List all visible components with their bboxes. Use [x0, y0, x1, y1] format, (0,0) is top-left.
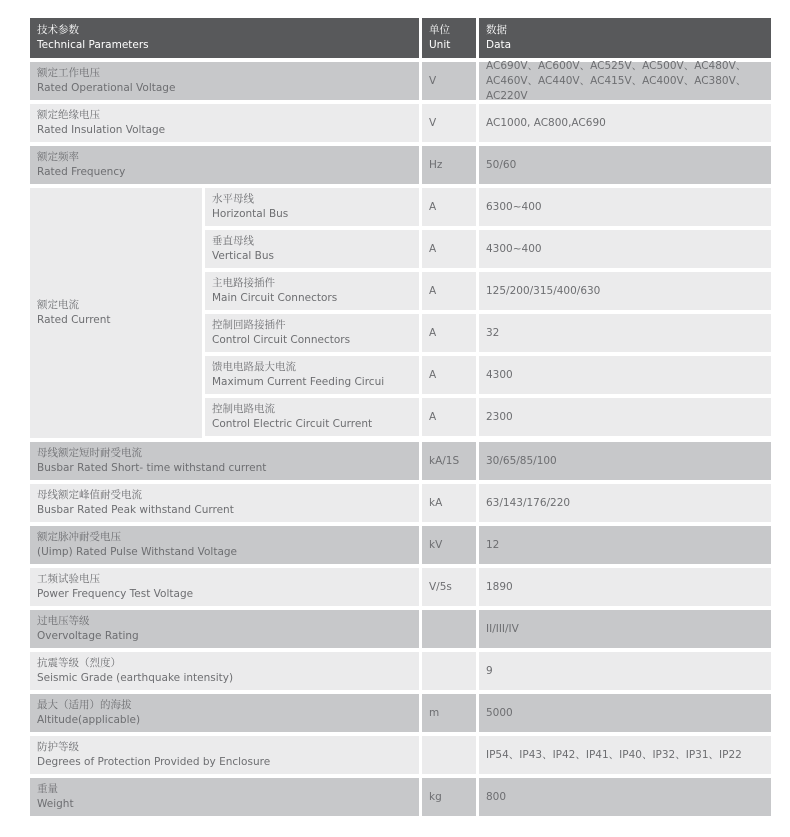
param-en: Rated Frequency [37, 166, 126, 178]
unit-cell: A [422, 230, 476, 268]
param-zh: 馈电电路最大电流 [212, 361, 296, 373]
unit-cell: m [422, 694, 476, 732]
data-cell: 50/60 [479, 146, 771, 184]
header-data [479, 18, 771, 58]
param-zh: 过电压等级 [37, 615, 90, 627]
param-cell [30, 62, 419, 100]
unit-cell: kV [422, 526, 476, 564]
data-cell: 4300~400 [479, 230, 771, 268]
table-row [30, 104, 771, 142]
unit-cell: A [422, 272, 476, 310]
param-cell [30, 652, 419, 690]
table-row [30, 652, 771, 690]
unit-cell: A [422, 314, 476, 352]
header-param-en: Technical Parameters [37, 39, 149, 51]
param-cell [30, 568, 419, 606]
param-en: Horizontal Bus [212, 208, 289, 220]
data-cell: 5000 [479, 694, 771, 732]
param-zh: 工频试验电压 [37, 573, 100, 585]
table-row [30, 442, 771, 480]
rated-current-en: Rated Current [37, 314, 111, 326]
unit-cell: A [422, 188, 476, 226]
rated-current-zh: 额定电流 [37, 299, 79, 311]
header-unit-zh: 单位 [429, 24, 450, 36]
param-cell [30, 736, 419, 774]
param-cell [30, 484, 419, 522]
param-cell [30, 694, 419, 732]
unit-cell: V [422, 62, 476, 100]
table-row [30, 146, 771, 184]
param-en: Control Electric Circuit Current [212, 418, 373, 430]
rated-current-label [30, 188, 202, 438]
param-zh: 抗震等级（烈度） [37, 657, 121, 669]
table-row [205, 188, 771, 226]
param-cell [205, 272, 419, 310]
table-header [30, 18, 771, 58]
param-en: Vertical Bus [212, 250, 274, 262]
param-zh: 额定频率 [37, 151, 79, 163]
param-cell [205, 356, 419, 394]
unit-cell: kA [422, 484, 476, 522]
param-zh: 防护等级 [37, 741, 79, 753]
param-zh: 主电路接插件 [212, 277, 275, 289]
data-cell: IP54、IP43、IP42、IP41、IP40、IP32、IP31、IP22 [479, 736, 771, 774]
data-cell: AC1000, AC800,AC690 [479, 104, 771, 142]
param-zh: 额定绝缘电压 [37, 109, 100, 121]
table-row [30, 736, 771, 774]
header-param [30, 18, 419, 58]
param-zh: 重量 [37, 783, 58, 795]
table-row [30, 610, 771, 648]
data-cell: 2300 [479, 398, 771, 436]
table-row [205, 398, 771, 436]
param-en: Busbar Rated Short- time withstand current [37, 462, 267, 474]
param-zh: 垂直母线 [212, 235, 254, 247]
param-en: Maximum Current Feeding Circui [212, 376, 385, 388]
table-row [205, 272, 771, 310]
data-cell: 6300~400 [479, 188, 771, 226]
unit-cell: V [422, 104, 476, 142]
data-cell: 1890 [479, 568, 771, 606]
param-en: Rated Insulation Voltage [37, 124, 166, 136]
table-row [205, 230, 771, 268]
param-en: Busbar Rated Peak withstand Current [37, 504, 234, 516]
header-data-en: Data [486, 39, 512, 51]
param-en: Weight [37, 798, 74, 810]
param-zh: 母线额定峰值耐受电流 [37, 489, 142, 501]
param-en: (Uimp) Rated Pulse Withstand Voltage [37, 546, 237, 558]
param-zh: 额定工作电压 [37, 67, 100, 79]
table-row [30, 778, 771, 816]
param-cell [205, 398, 419, 436]
param-cell [205, 314, 419, 352]
data-cell: 63/143/176/220 [479, 484, 771, 522]
param-en: Degrees of Protection Provided by Enclosure [37, 756, 271, 768]
technical-parameters-table [30, 18, 771, 820]
data-cell: 30/65/85/100 [479, 442, 771, 480]
param-cell [30, 104, 419, 142]
param-cell [30, 146, 419, 184]
param-zh: 额定脉冲耐受电压 [37, 531, 121, 543]
unit-cell: Hz [422, 146, 476, 184]
header-unit-en: Unit [429, 39, 451, 51]
data-cell: 4300 [479, 356, 771, 394]
param-zh: 最大（适用）的海拔 [37, 699, 132, 711]
param-cell [30, 442, 419, 480]
header-data-zh: 数据 [486, 24, 507, 36]
data-cell: 125/200/315/400/630 [479, 272, 771, 310]
rated-current-group [30, 188, 771, 438]
header-unit [422, 18, 476, 58]
unit-cell [422, 736, 476, 774]
data-cell: 12 [479, 526, 771, 564]
param-en: Seismic Grade (earthquake intensity) [37, 672, 234, 684]
data-cell: 32 [479, 314, 771, 352]
param-cell [30, 778, 419, 816]
param-cell [30, 610, 419, 648]
param-en: Overvoltage Rating [37, 630, 139, 642]
data-cell: II/III/IV [479, 610, 771, 648]
param-cell [30, 526, 419, 564]
param-zh: 水平母线 [212, 193, 254, 205]
table-row [205, 356, 771, 394]
table-row [30, 526, 771, 564]
param-zh: 控制电路电流 [212, 403, 275, 415]
table-row [30, 568, 771, 606]
unit-cell [422, 652, 476, 690]
param-en: Altitude(applicable) [37, 714, 141, 726]
param-zh: 母线额定短时耐受电流 [37, 447, 142, 459]
param-en: Control Circuit Connectors [212, 334, 351, 346]
data-cell: AC690V、AC600V、AC525V、AC500V、AC480V、AC460V、AC440V、AC415V、AC400V、AC380V、AC220V [479, 62, 771, 100]
unit-cell: kA/1S [422, 442, 476, 480]
param-en: Main Circuit Connectors [212, 292, 338, 304]
param-cell [205, 230, 419, 268]
param-en: Power Frequency Test Voltage [37, 588, 194, 600]
table-row [30, 59, 771, 102]
table-row [30, 484, 771, 522]
param-en: Rated Operational Voltage [37, 82, 176, 94]
unit-cell: V/5s [422, 568, 476, 606]
data-cell: 800 [479, 778, 771, 816]
unit-cell: kg [422, 778, 476, 816]
unit-cell: A [422, 356, 476, 394]
header-param-zh: 技术参数 [37, 24, 79, 36]
param-cell [205, 188, 419, 226]
table-row [205, 314, 771, 352]
unit-cell: A [422, 398, 476, 436]
data-cell: 9 [479, 652, 771, 690]
table-row [30, 694, 771, 732]
unit-cell [422, 610, 476, 648]
param-zh: 控制回路接插件 [212, 319, 286, 331]
